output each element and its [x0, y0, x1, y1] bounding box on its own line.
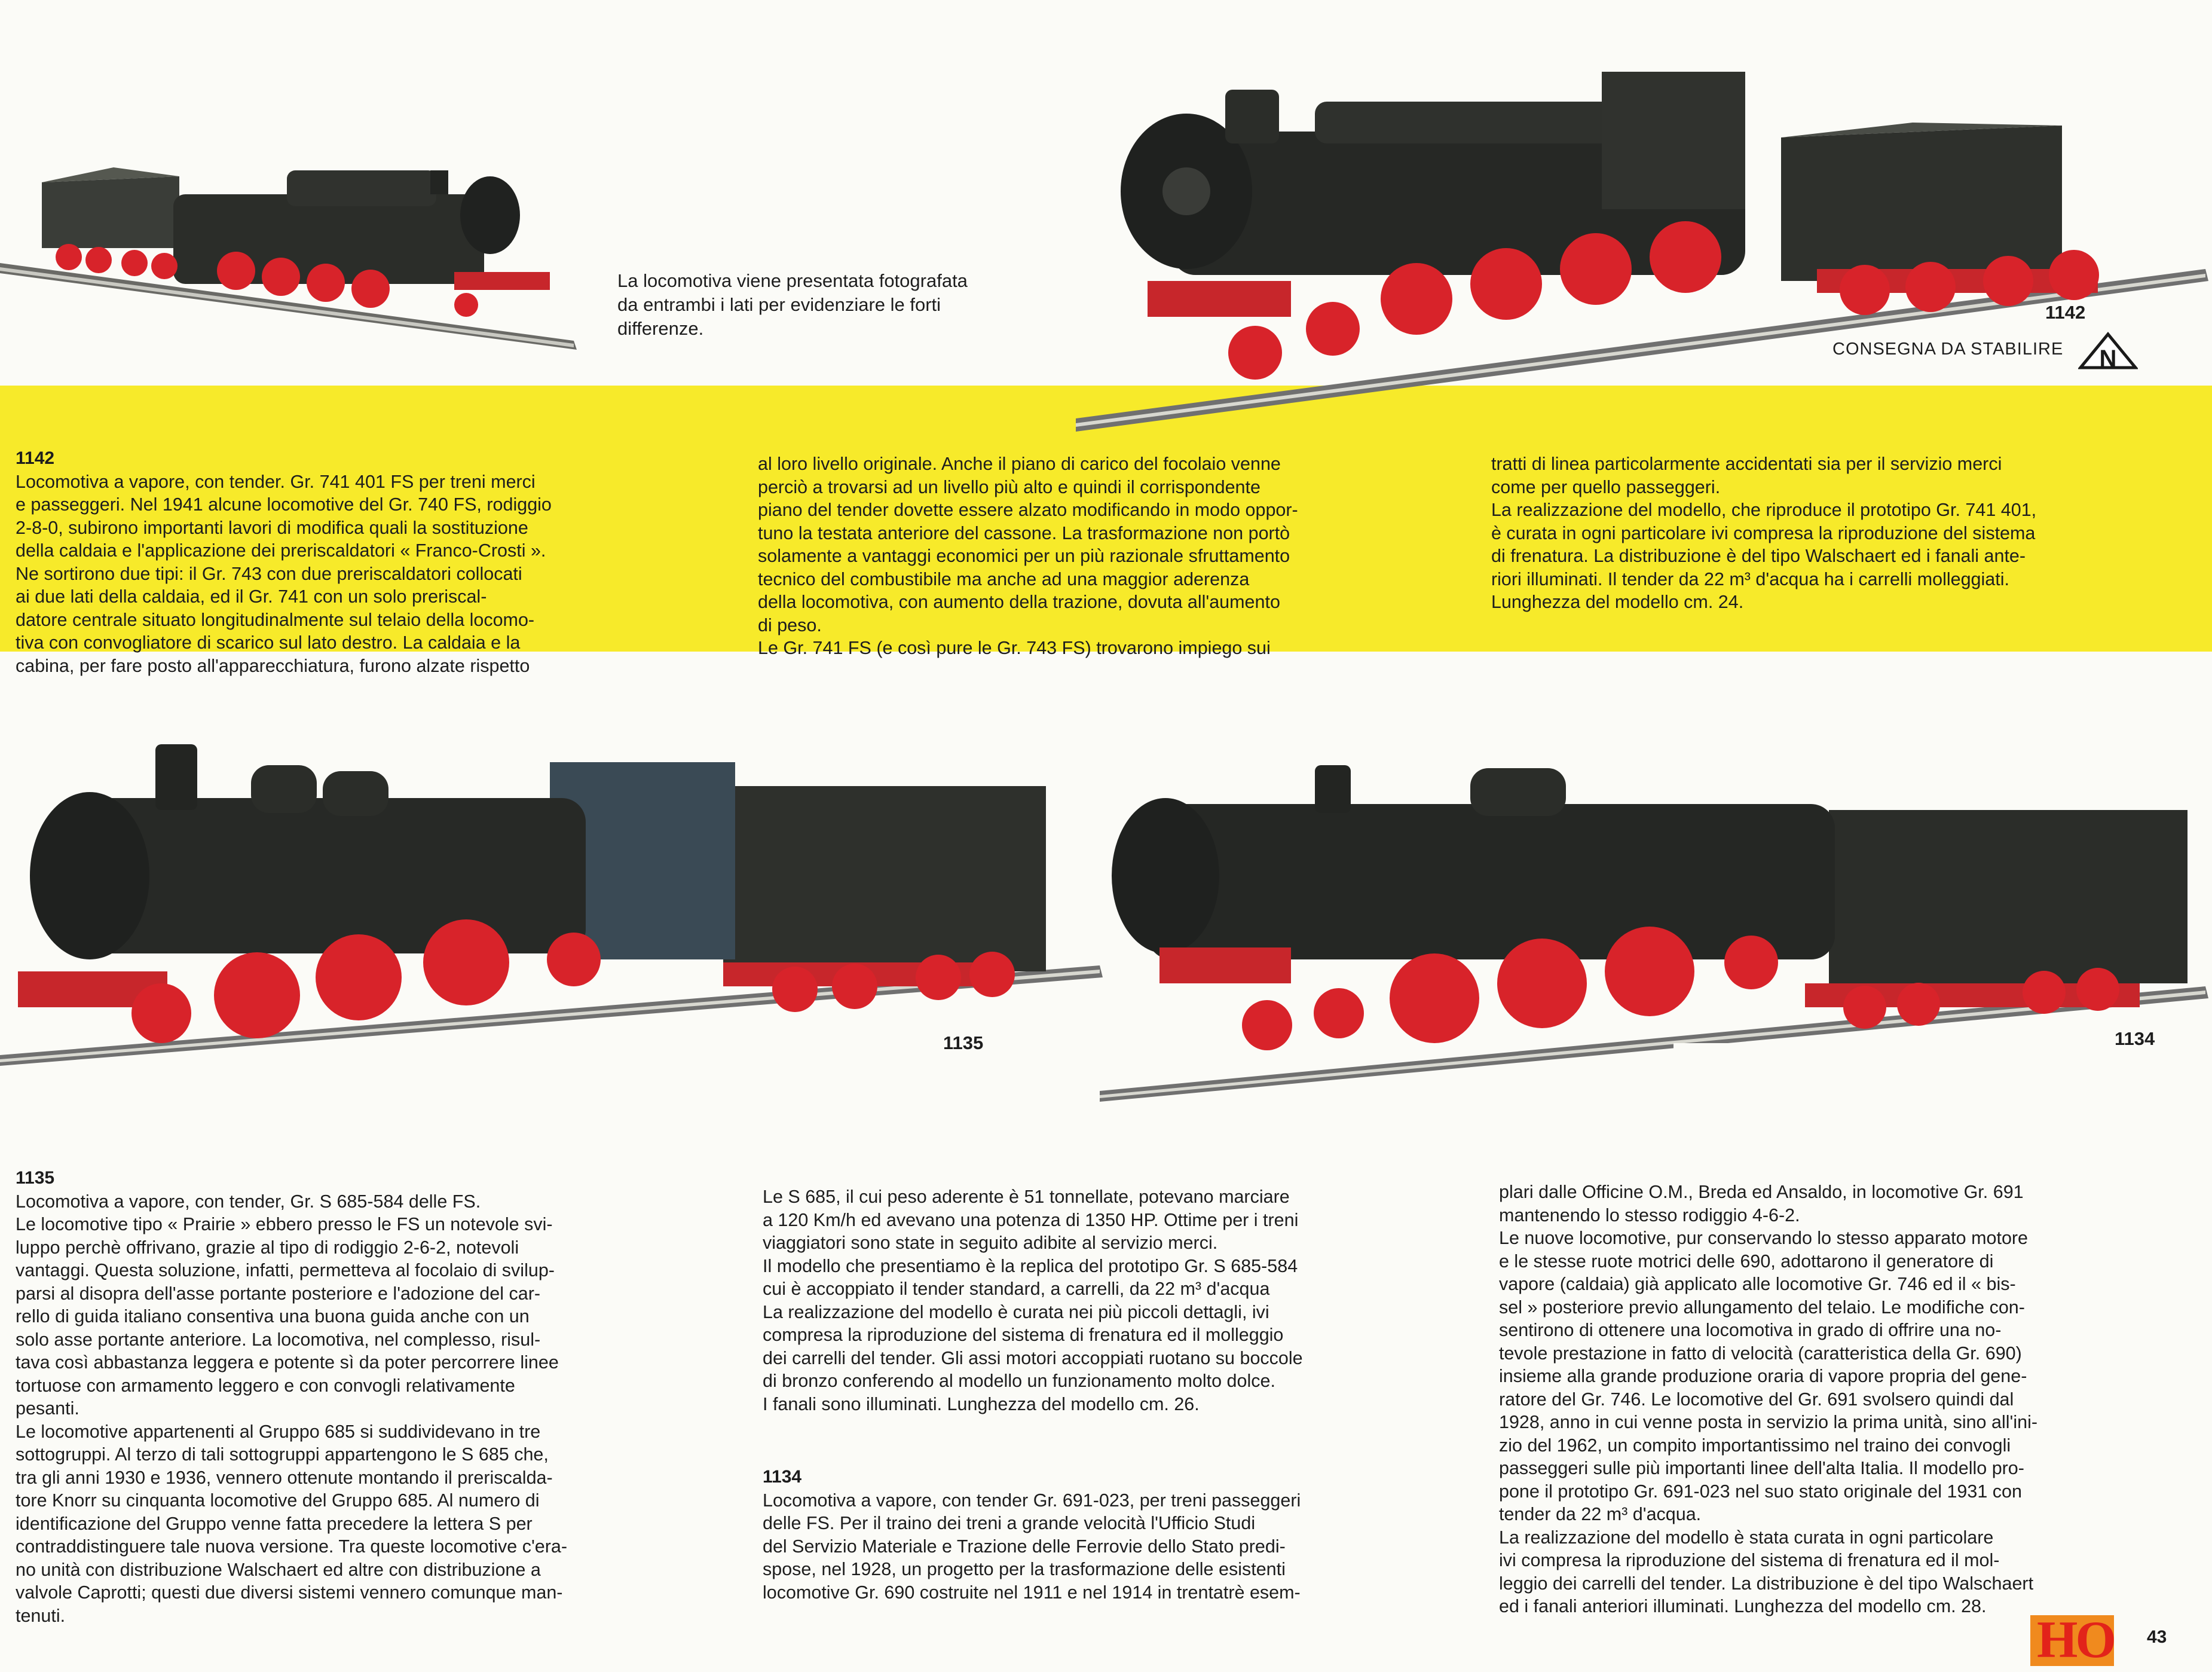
text-line: sel » posteriore previo allungamento del telaio. Le modifiche con-: [1499, 1297, 2025, 1318]
page-number: 43: [2147, 1627, 2167, 1647]
text-line: della locomotiva, con aumento della trazione, dovuta all'aumento: [758, 592, 1280, 612]
text-line: sottogruppi. Al terzo di tali sottogruppi appartengono le S 685 che,: [16, 1444, 549, 1465]
section-1142-col3: [1491, 453, 2190, 614]
section-1142-col1: [16, 447, 715, 677]
text-line: luppo perchè offrivano, grazie al tipo di rodiggio 2-6-2, notevoli: [16, 1237, 519, 1258]
text-line: di bronzo conferendo al modello un funzionamento molto dolce.: [763, 1371, 1275, 1391]
text-line: I fanali sono illuminati. Lunghezza del modello cm. 26.: [763, 1393, 1200, 1414]
svg-text:N: N: [2099, 346, 2117, 371]
text-line: Locomotiva a vapore, con tender Gr. 691-023, per treni passeggeri: [763, 1490, 1301, 1511]
text-line: come per quello passeggeri.: [1491, 476, 1721, 497]
text-line: dei carrelli del tender. Gli assi motori accoppiati ruotano su boccole: [763, 1347, 1303, 1368]
text-line: sentirono di ottenere una locomotiva in grado di offrire una no-: [1499, 1320, 2002, 1340]
text-line: plari dalle Officine O.M., Breda ed Ansaldo, in locomotive Gr. 691: [1499, 1182, 2024, 1202]
text-line: ivi compresa la riproduzione del sistema di frenatura ed il mol-: [1499, 1550, 2000, 1570]
text-line: 2-8-0, subirono importanti lavori di modifica quali la sostituzione: [16, 517, 528, 538]
text-line: solamente a vantaggi economici per un più razionale sfruttamento: [758, 546, 1290, 566]
text-line: tender da 22 m³ d'acqua.: [1499, 1504, 1702, 1524]
text-line: tratti di linea particolarmente accidentati sia per il servizio merci: [1491, 454, 2002, 474]
text-line: Locomotiva a vapore, con tender, Gr. S 685-584 delle FS.: [16, 1191, 481, 1212]
locomotive-1142-small-photo: [0, 135, 586, 362]
delivery-notice: CONSEGNA DA STABILIRE: [1832, 340, 2064, 359]
text-line: passeggeri sulle più importanti linee dell'alta Italia. Il modello pro-: [1499, 1458, 2024, 1478]
section-1135-col2: [763, 1185, 1468, 1416]
caption-line-2: da entrambi i lati per evidenziare le forti: [617, 294, 941, 315]
text-line: tecnico del combustibile ma anche ad una maggior aderenza: [758, 568, 1250, 589]
locomotive-1135-photo: [0, 732, 1106, 1067]
white-patch: [1673, 1043, 1787, 1121]
text-line: Locomotiva a vapore, con tender. Gr. 741 401 FS per treni merci: [16, 471, 536, 492]
section-1134-col2: [763, 1466, 1468, 1604]
text-line: Le S 685, il cui peso aderente è 51 tonnellate, potevano marciare: [763, 1187, 1290, 1207]
text-line: ai due lati della caldaia, ed il Gr. 741 con un solo preriscal-: [16, 586, 487, 607]
text-line: ed i fanali anteriori illuminati. Lunghezza del modello cm. 28.: [1499, 1596, 1987, 1616]
text-line: zio del 1962, un compito importantissimo nel traino dei convogli: [1499, 1435, 2011, 1456]
text-line: tevole prestazione in fatto di velocità (caratteristica della Gr. 690): [1499, 1343, 2022, 1364]
text-line: tava così abbastanza leggera e potente sì da poter percorrere linee: [16, 1352, 559, 1373]
text-line: cui è accoppiato il tender standard, a carrelli, da 22 m³ d'acqua: [763, 1279, 1270, 1299]
text-line: è curata in ogni particolare ivi compresa la riproduzione del sistema: [1491, 522, 2036, 543]
text-line: Le nuove locomotive, pur conservando lo stesso apparato motore: [1499, 1228, 2029, 1248]
text-line: Le locomotive appartenenti al Gruppo 685 si suddividevano in tre: [16, 1421, 541, 1442]
text-line: a 120 Km/h ed avevano una potenza di 1350 HP. Ottime per i treni: [763, 1209, 1299, 1230]
text-line: parsi al disopra dell'asse portante posteriore e l'adozione del car-: [16, 1283, 541, 1304]
section-1142-col2: [758, 453, 1457, 660]
text-line: e le stesse ruote motrici delle 690, adottarono il generatore di: [1499, 1251, 1994, 1271]
text-line: delle FS. Per il traino dei treni a grande velocità l'Ufficio Studi: [763, 1513, 1256, 1533]
model-number-1142: 1142: [2045, 302, 2086, 323]
n-scale-triangle-icon: [2078, 332, 2138, 371]
section-1135-col1: [16, 1167, 721, 1627]
text-line: tortuose con armamento leggero e con convogli relativamente: [16, 1375, 515, 1396]
section-1135-number: 1135: [16, 1168, 55, 1188]
section-1134-number: 1134: [763, 1467, 802, 1487]
text-line: di peso.: [758, 615, 822, 635]
text-line: di frenatura. La distribuzione è del tipo Walschaert ed i fanali ante-: [1491, 546, 2026, 566]
text-line: leggio dei carrelli del tender. La distribuzione è del tipo Walschaert: [1499, 1573, 2034, 1594]
text-line: Ne sortirono due tipi: il Gr. 743 con due preriscaldatori collocati: [16, 563, 522, 584]
text-line: insieme alla grande produzione oraria di vapore propria del gene-: [1499, 1366, 2027, 1386]
text-line: identificazione del Gruppo venne fatta precedere la lettera S per: [16, 1513, 533, 1534]
text-line: datore centrale situato longitudinalmente sul telaio della locomo-: [16, 609, 535, 630]
text-line: spose, nel 1928, un progetto per la trasformazione delle esistenti: [763, 1559, 1286, 1579]
text-line: La realizzazione del modello è curata nei più piccoli dettagli, ivi: [763, 1301, 1269, 1322]
text-line: tuno la testata anteriore del cassone. La trasformazione non portò: [758, 522, 1290, 543]
text-line: Lunghezza del modello cm. 24.: [1491, 592, 1744, 612]
text-line: viaggiatori sono state in seguito adibite al servizio merci.: [763, 1233, 1218, 1253]
photo-caption: [617, 269, 968, 341]
text-line: mantenendo lo stesso rodiggio 4-6-2.: [1499, 1205, 1800, 1225]
text-line: 1928, anno in cui venne posta in servizio la prima unità, sino all'ini-: [1499, 1412, 2038, 1432]
model-number-1135: 1135: [943, 1032, 984, 1053]
ho-logo: HO: [2037, 1611, 2114, 1669]
text-line: La realizzazione del modello è stata curata in ogni particolare: [1499, 1527, 1994, 1548]
locomotive-1134-photo: [1100, 756, 2211, 1103]
text-line: Il modello che presentiamo è la replica del prototipo Gr. S 685-584: [763, 1255, 1298, 1276]
text-line: Le locomotive tipo « Prairie » ebbero presso le FS un notevole svi-: [16, 1214, 553, 1234]
text-line: ratore del Gr. 746. Le locomotive del Gr. 691 svolsero quindi dal: [1499, 1389, 2014, 1410]
text-line: pesanti.: [16, 1398, 79, 1419]
text-line: tiva con convogliatore di scarico sul lato destro. La caldaia e la: [16, 632, 521, 653]
text-line: e passeggeri. Nel 1941 alcune locomotive del Gr. 740 FS, rodiggio: [16, 494, 552, 515]
text-line: valvole Caprotti; questi due diversi sistemi vennero comunque man-: [16, 1582, 563, 1603]
text-line: rello di guida italiano consentiva una buona guida anche con un: [16, 1306, 530, 1326]
text-line: no unità con distribuzione Walschaert ed altre con distribuzione a: [16, 1559, 541, 1580]
section-1134-col3: [1499, 1181, 2204, 1618]
text-line: locomotive Gr. 690 costruite nel 1911 e nel 1914 in trentatrè esem-: [763, 1582, 1301, 1603]
text-line: vapore (caldaia) già applicato alle locomotive Gr. 746 ed il « bis-: [1499, 1274, 2016, 1294]
text-line: piano del tender dovette essere alzato modificando in modo oppor-: [758, 500, 1298, 520]
model-number-1134: 1134: [2115, 1028, 2155, 1049]
text-line: tore Knorr su cinquanta locomotive del Gruppo 685. Al numero di: [16, 1490, 540, 1511]
locomotive-1142-large-photo: [1076, 66, 2211, 436]
text-line: vantaggi. Questa soluzione, infatti, permetteva al focolaio di svilup-: [16, 1260, 555, 1280]
text-line: riori illuminati. Il tender da 22 m³ d'acqua ha i carrelli molleggiati.: [1491, 568, 2009, 589]
text-line: contraddistinguere tale nuova versione. Tra queste locomotive c'era-: [16, 1536, 568, 1557]
text-line: tra gli anni 1930 e 1936, vennero ottenute montando il preriscalda-: [16, 1467, 553, 1488]
text-line: solo asse portante anteriore. La locomotiva, nel complesso, risul-: [16, 1329, 541, 1350]
text-line: della caldaia e l'applicazione dei preriscaldatori « Franco-Crosti ».: [16, 540, 546, 561]
caption-line-1: La locomotiva viene presentata fotografata: [617, 270, 968, 291]
caption-line-3: differenze.: [617, 318, 704, 339]
text-line: al loro livello originale. Anche il piano di carico del focolaio venne: [758, 454, 1281, 474]
text-line: del Servizio Materiale e Trazione delle Ferrovie dello Stato predi-: [763, 1536, 1286, 1557]
text-line: La realizzazione del modello, che riproduce il prototipo Gr. 741 401,: [1491, 500, 2037, 520]
text-line: tenuti.: [16, 1605, 66, 1626]
section-1142-number: 1142: [16, 448, 55, 468]
text-line: Le Gr. 741 FS (e così pure le Gr. 743 FS) trovarono impiego sui: [758, 638, 1271, 658]
text-line: cabina, per fare posto all'apparecchiatura, furono alzate rispetto: [16, 655, 530, 676]
text-line: pone il prototipo Gr. 691-023 nel suo stato originale del 1931 con: [1499, 1481, 2022, 1502]
text-line: perciò a trovarsi ad un livello più alto e quindi il corrispondente: [758, 476, 1260, 497]
text-line: compresa la riproduzione del sistema di frenatura ed il molleggio: [763, 1325, 1284, 1345]
